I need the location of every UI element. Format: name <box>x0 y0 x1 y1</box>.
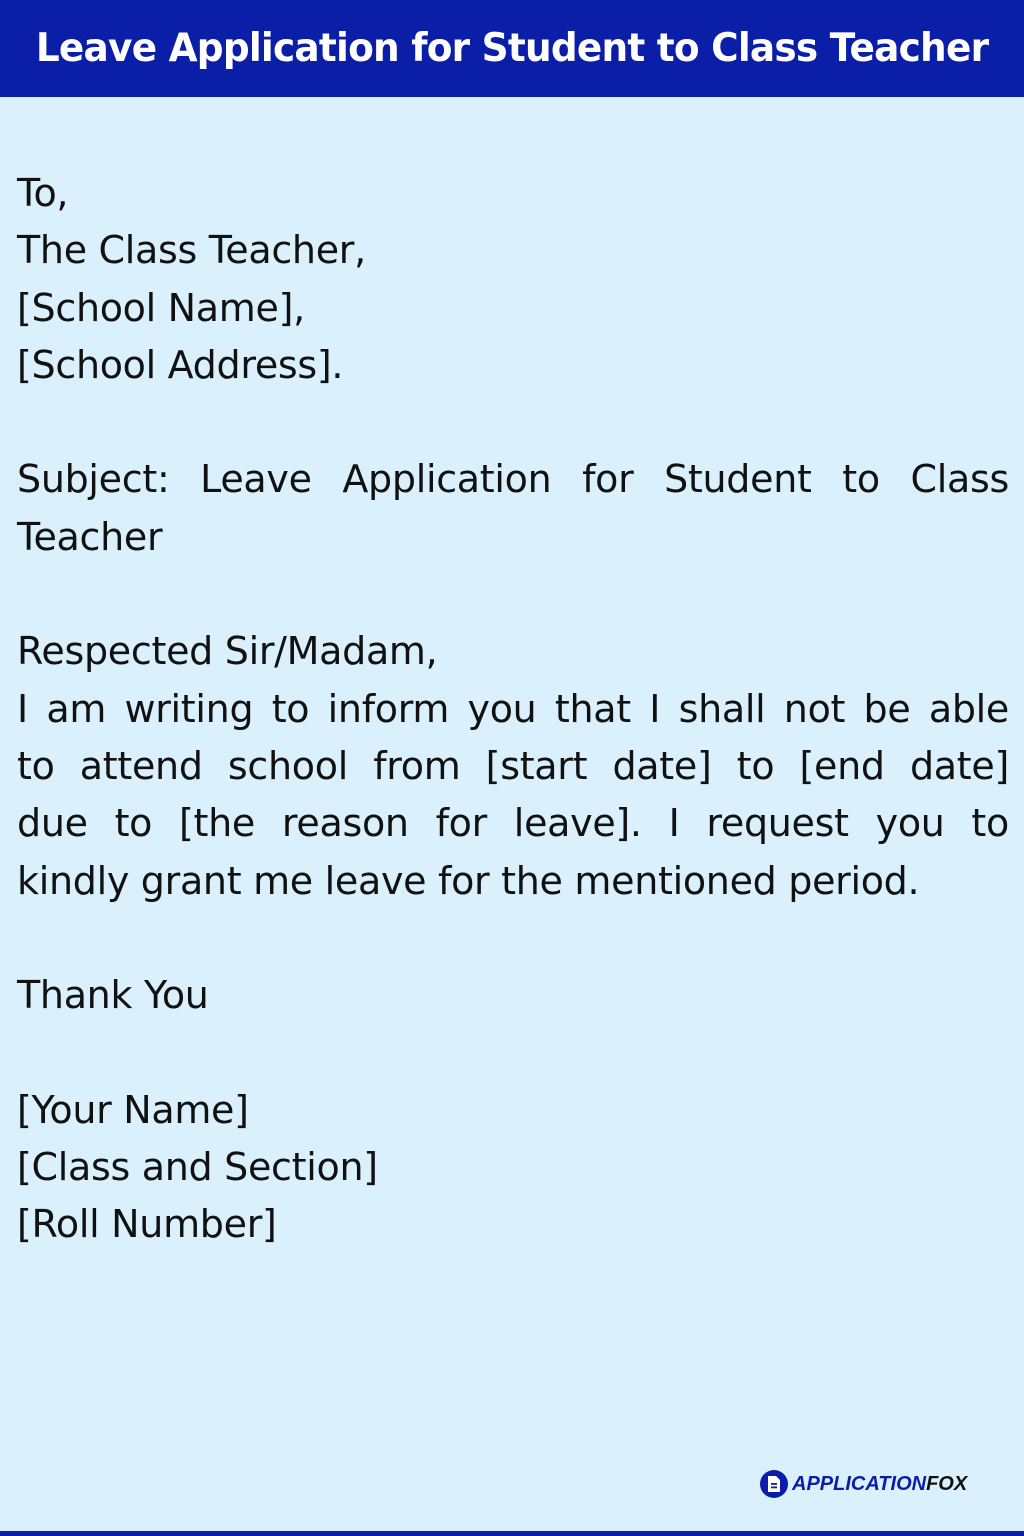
bottom-border <box>0 1531 1024 1536</box>
letter-body <box>17 165 1009 1254</box>
document-icon <box>760 1470 788 1498</box>
brand-name: APPLICATIONFOX <box>792 1472 968 1495</box>
signature-roll: [Roll Number] <box>17 1202 277 1247</box>
address-school-name: [School Name], <box>17 285 305 330</box>
signature-class: [Class and Section] <box>17 1145 378 1190</box>
body-line: due to [the reason for leave]. I request you to <box>17 801 1009 846</box>
address-recipient: The Class Teacher, <box>17 228 366 273</box>
salutation: Respected Sir/Madam, <box>17 629 438 674</box>
body-line: I am writing to inform you that I shall not be able <box>17 686 1009 731</box>
body-line: kindly grant me leave for the mentioned period. <box>17 858 920 903</box>
subject-line: Subject: Leave Application for Student to Class <box>17 457 1009 502</box>
address-school-address: [School Address]. <box>17 342 344 387</box>
brand-logo <box>760 1470 967 1498</box>
closing: Thank You <box>17 973 209 1018</box>
body-line: to attend school from [start date] to [end date] <box>17 743 1009 788</box>
subject-line-cont: Teacher <box>17 514 163 559</box>
signature-name: [Your Name] <box>17 1087 249 1132</box>
title-banner <box>0 0 1024 97</box>
address-to: To, <box>17 171 69 215</box>
page-title: Leave Application for Student to Class Teacher <box>35 26 989 71</box>
